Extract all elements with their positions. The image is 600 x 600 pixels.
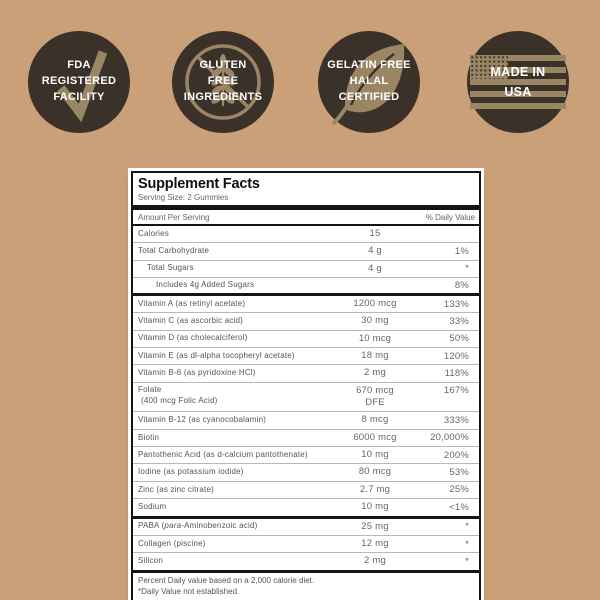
table-row [133, 429, 479, 446]
nutrient-rows [133, 226, 479, 570]
table-row [133, 498, 479, 515]
table-row [133, 463, 479, 480]
nutrient-name [133, 450, 329, 461]
nutrient-name-line: Iodine (as potassium iodide) [138, 467, 244, 477]
table-row [133, 519, 479, 535]
nutrient-name [133, 299, 329, 310]
nutrient-daily-value: 53% [449, 467, 469, 479]
badge-line: REGISTERED [41, 75, 117, 88]
nutrient-amount: 2 mg [364, 555, 386, 567]
nutrient-name [133, 485, 329, 496]
badge-text [318, 58, 420, 106]
nutrient-name [133, 280, 329, 291]
nutrient-daily-value: 8% [454, 280, 469, 292]
nutrient-name-line2: (400 mcg Folic Acid) [141, 395, 218, 405]
nutrient-daily-value: 167% [443, 384, 469, 396]
table-row [133, 296, 479, 312]
nutrient-amount: 6000 mcg [353, 431, 397, 443]
badge-line: CERTIFIED [338, 90, 400, 103]
badge-text [467, 62, 569, 102]
badge-line: FREE [207, 75, 239, 88]
nutrient-daily-value: 118% [444, 368, 469, 380]
table-row [133, 226, 479, 242]
nutrient-daily-value: * [465, 521, 469, 533]
nutrient-name-line: Collagen (piscine) [138, 538, 206, 548]
nutrient-daily-value: 25% [449, 484, 469, 496]
supplement-facts-panel [128, 168, 484, 600]
nutrient-name [133, 467, 329, 478]
badge-line: USA [504, 85, 532, 99]
table-row [133, 552, 479, 569]
badge-line: FDA [67, 59, 91, 72]
nutrient-name [133, 368, 329, 379]
table-row [133, 330, 479, 347]
nutrient-name-line: Vitamin C (as ascorbic acid) [138, 316, 244, 326]
daily-value-header: % Daily Value [425, 213, 475, 222]
nutrient-daily-value: 1% [454, 246, 469, 258]
nutrient-daily-value: 333% [443, 415, 469, 427]
panel-title: Supplement Facts [138, 176, 260, 192]
badge-line: GELATIN FREE [327, 59, 411, 72]
nutrient-name [133, 333, 329, 344]
nutrient-name [133, 263, 329, 274]
badge-text [28, 58, 130, 106]
amount-per-serving-header: Amount Per Serving [138, 213, 210, 222]
nutrient-name [133, 502, 329, 513]
table-row [133, 446, 479, 463]
nutrient-daily-value: <1% [449, 501, 469, 513]
nutrient-amount: 12 mg [361, 537, 389, 549]
badge-line: GLUTEN [199, 59, 247, 72]
table-row [133, 277, 479, 293]
table-row [133, 364, 479, 381]
nutrient-name-line: Vitamin A (as retinyl acetate) [138, 298, 246, 308]
footnotes [133, 573, 479, 600]
nutrient-name-line: Sodium [138, 501, 167, 511]
nutrient-daily-value: * [465, 538, 469, 550]
nutrient-name-line: PABA (para-Aminobenzoic acid) [138, 521, 258, 531]
nutrient-name-line: Total Carbohydrate [138, 246, 210, 256]
nutrient-amount: 2.7 mg [359, 483, 391, 495]
badge-made-in-usa [467, 31, 569, 133]
badge-fda-registered [28, 31, 130, 133]
table-row [133, 382, 479, 412]
badge-line: FACILITY [53, 90, 105, 103]
nutrient-amount: 8 mcg [361, 414, 389, 426]
nutrient-name [133, 539, 329, 550]
nutrient-name-line: Total Sugars [147, 263, 194, 273]
nutrient-name [133, 385, 329, 407]
serving-size: Serving Size: 2 Gummies [138, 193, 229, 202]
nutrient-name [133, 521, 329, 532]
nutrient-name-line: Vitamin B-12 (as cyanocobalamin) [138, 415, 267, 425]
nutrient-name-line: Silicon [138, 555, 163, 565]
nutrient-name [133, 246, 329, 257]
nutrient-daily-value: 33% [449, 316, 469, 328]
nutrient-daily-value: 200% [443, 449, 469, 461]
nutrient-daily-value: 133% [443, 298, 469, 310]
nutrient-daily-value: 50% [449, 333, 469, 345]
nutrient-name [133, 556, 329, 567]
badge-line: MADE IN [490, 65, 546, 79]
nutrient-amount: 10 mcg [358, 332, 392, 344]
nutrient-name-line: Includes 4g Added Sugars [156, 280, 255, 290]
nutrient-amount: 4 g [368, 245, 382, 257]
panel-border-box [131, 171, 481, 600]
nutrient-name-line: Calories [138, 228, 169, 238]
badge-text [172, 58, 274, 106]
nutrient-amount: 25 mg [361, 520, 389, 532]
nutrient-amount: 670 mcg DFE [329, 385, 421, 410]
table-row [133, 347, 479, 364]
table-row [133, 242, 479, 259]
nutrient-name-line: Biotin [138, 432, 160, 442]
table-row [133, 535, 479, 552]
footnote: Percent Daily value based on a 2,000 calorie diet. [138, 575, 315, 585]
nutrient-name [133, 316, 329, 327]
nutrient-name [133, 351, 329, 362]
badge-line: HALAL [349, 75, 389, 88]
nutrient-amount: 30 mg [361, 315, 389, 327]
nutrient-name-line: Vitamin E (as dl-alpha tocopheryl acetate) [138, 350, 295, 360]
badge-gluten-free [172, 31, 274, 133]
nutrient-amount-line2: DFE [365, 397, 385, 409]
nutrient-amount: 1200 mcg [353, 298, 397, 310]
nutrient-amount: 80 mcg [358, 466, 392, 478]
nutrient-daily-value: * [465, 263, 469, 275]
nutrient-name-line: Pantothenic Acid (as d-calcium pantothenate) [138, 449, 308, 459]
nutrient-amount: 18 mg [361, 350, 389, 362]
nutrient-amount: 2 mg [364, 367, 386, 379]
nutrient-name-line: Folate [138, 384, 162, 394]
nutrient-amount: 10 mg [361, 501, 389, 513]
nutrient-amount: 4 g [368, 262, 382, 274]
footnote: *Daily Value not established. [138, 586, 240, 596]
nutrient-name [133, 415, 329, 426]
nutrient-name-line: Zinc (as zinc citrate) [138, 484, 214, 494]
nutrient-name [133, 433, 329, 444]
table-row [133, 260, 479, 277]
nutrient-name-line: Vitamin B-6 (as pyridoxine HCl) [138, 368, 256, 378]
table-row [133, 411, 479, 428]
nutrient-daily-value: * [465, 555, 469, 567]
column-header-row [133, 210, 479, 226]
nutrient-name [133, 229, 329, 240]
badge-line: INGREDIENTS [183, 90, 263, 103]
nutrient-name-line: Vitamin D (as cholecalciferol) [138, 333, 248, 343]
nutrient-amount: 10 mg [361, 449, 389, 461]
nutrient-daily-value: 120% [443, 350, 469, 362]
table-row [133, 312, 479, 329]
badge-gelatin-free-halal [318, 31, 420, 133]
table-row [133, 481, 479, 498]
nutrient-amount: 15 [369, 228, 381, 239]
nutrient-daily-value: 20,000% [430, 432, 469, 444]
